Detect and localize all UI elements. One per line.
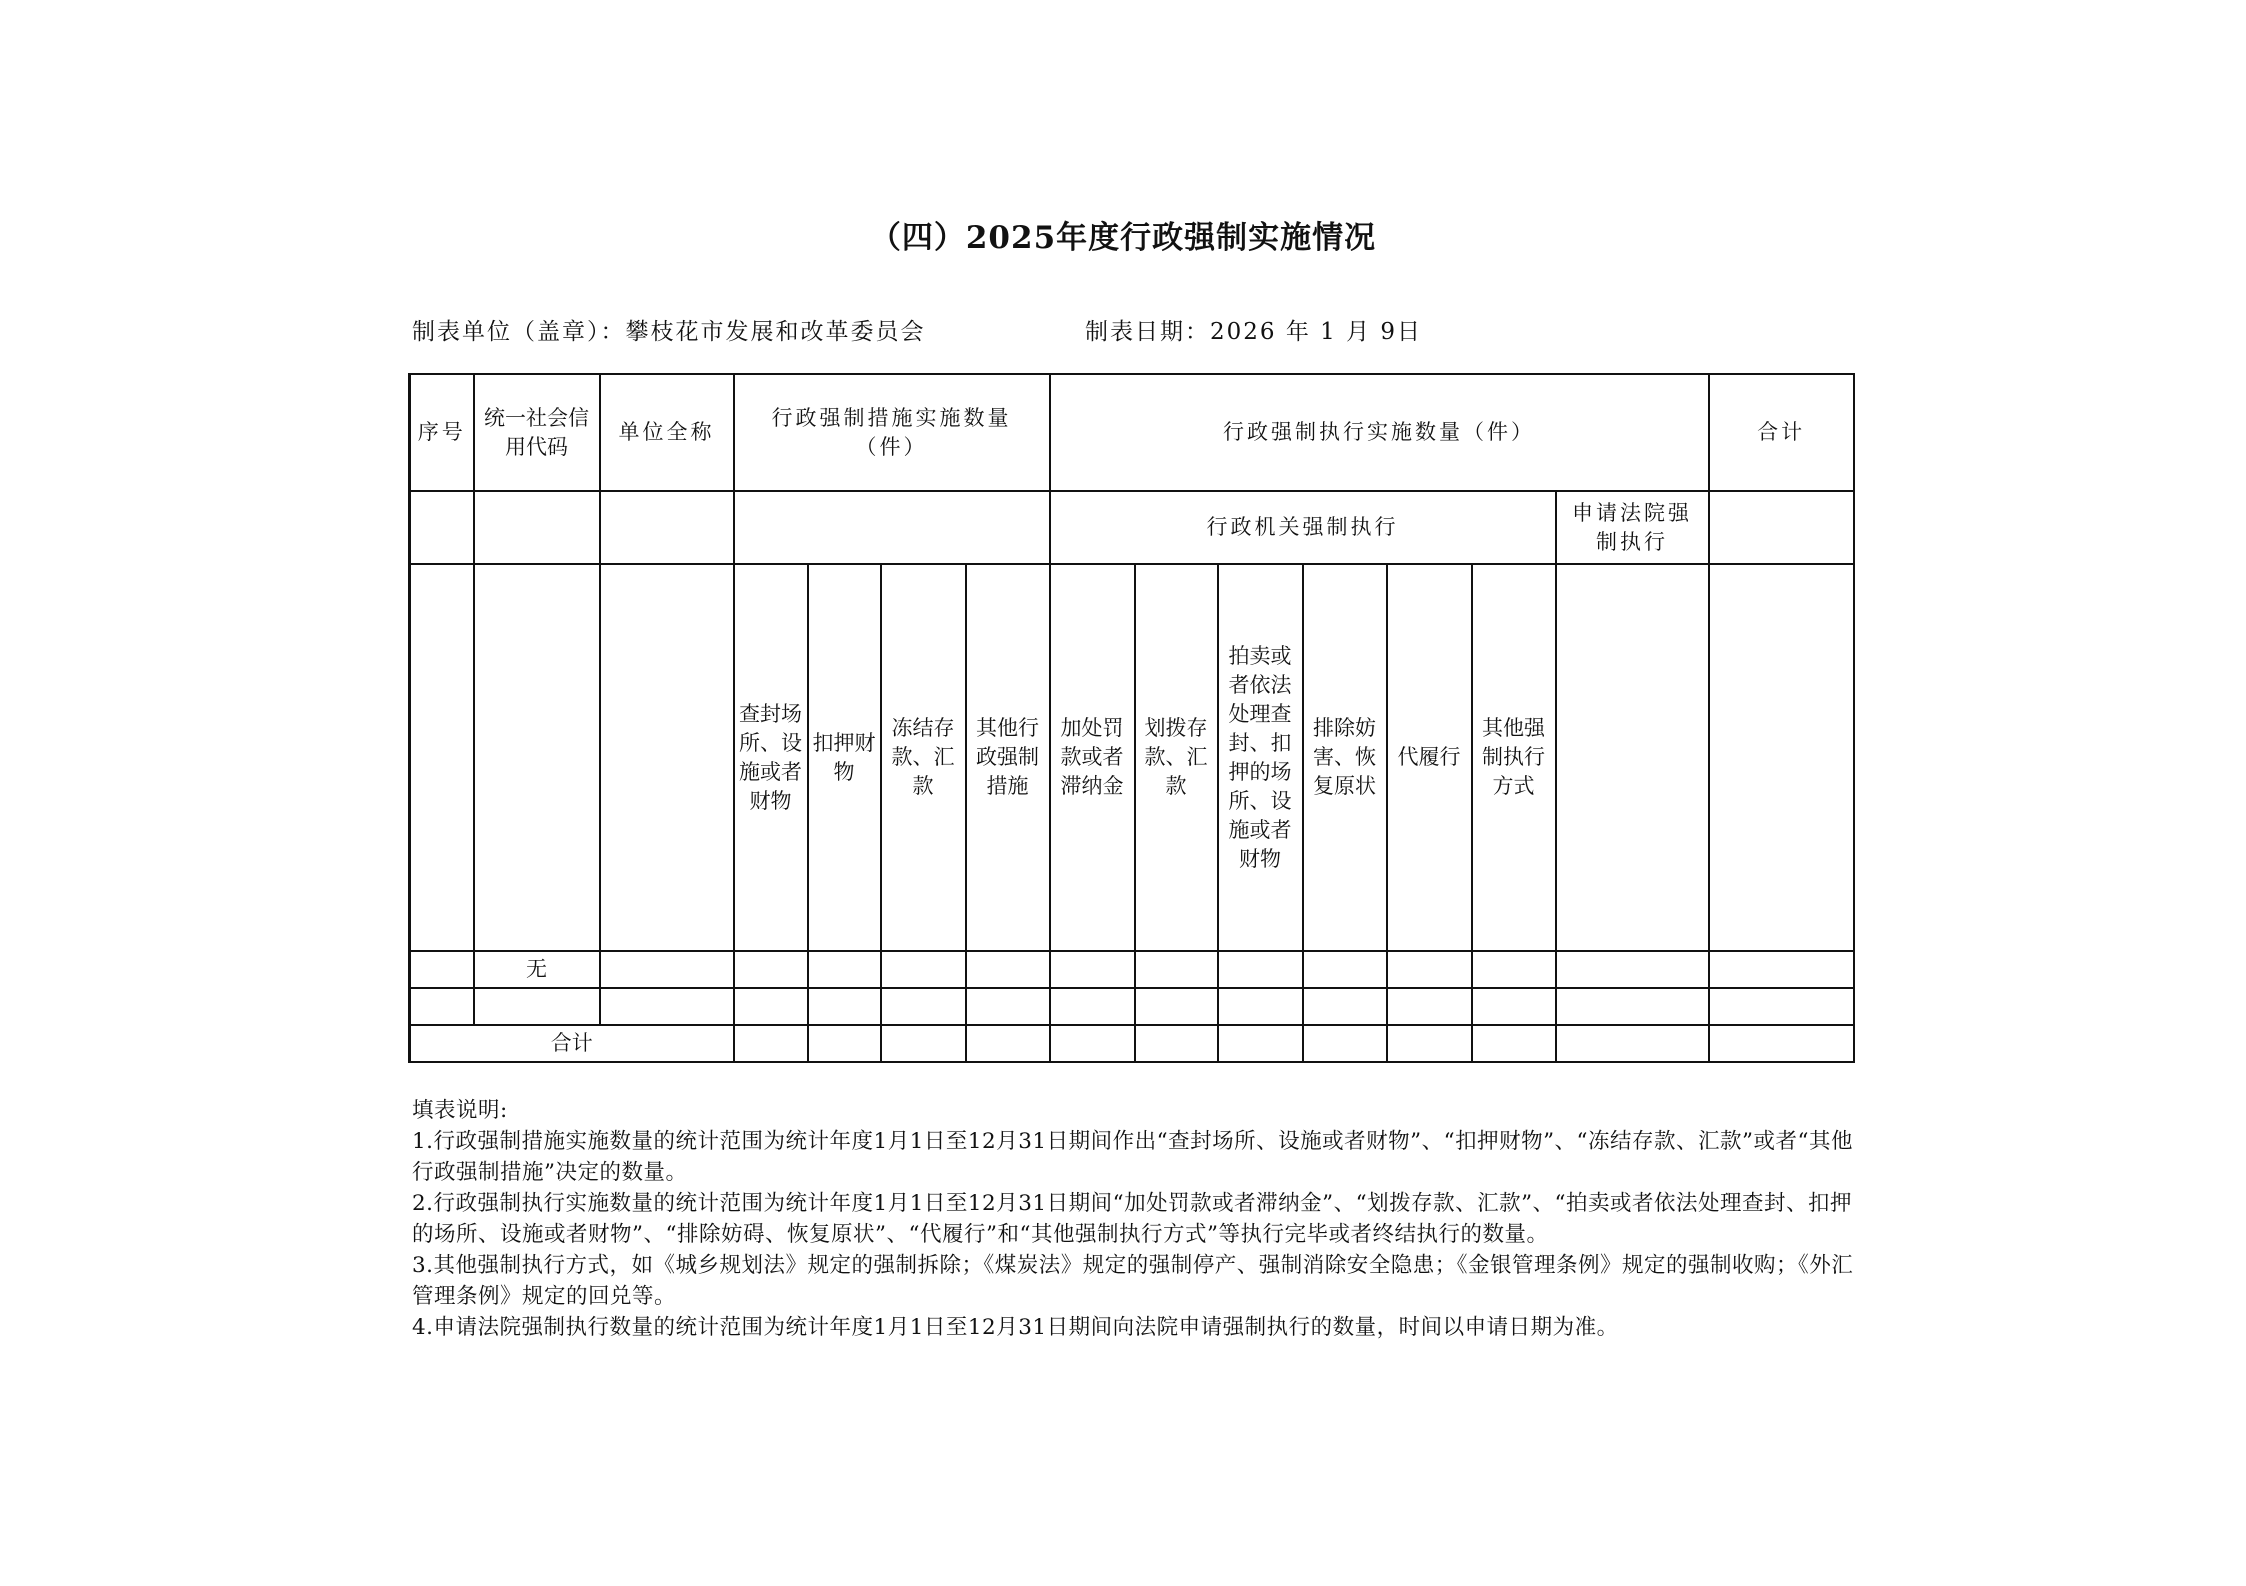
cell	[1303, 988, 1387, 1025]
cell	[600, 951, 734, 988]
blank-cell	[410, 564, 474, 951]
cell	[1135, 1025, 1218, 1062]
note-4: 4.申请法院强制执行数量的统计范围为统计年度1月1日至12月31日期间向法院申请强制执行的数量，时间以申请日期为准。	[412, 1315, 1619, 1340]
cell	[1135, 988, 1218, 1025]
header-measures: 行政强制措施实施数量（件）	[734, 374, 1050, 491]
cell	[1556, 1025, 1709, 1062]
blank-cell	[474, 564, 600, 951]
header-credit-code: 统一社会信用代码	[474, 374, 600, 491]
note-1: 1.行政强制措施实施数量的统计范围为统计年度1月1日至12月31日期间作出“查封场所、设施或者财物”、“扣押财物”、“冻结存款、汇款”或者“其他行政强制措施”决定的数量。	[412, 1129, 1854, 1185]
cell	[808, 988, 881, 1025]
cell	[410, 988, 474, 1025]
cell	[734, 1025, 808, 1062]
header-unit-name: 单位全称	[600, 374, 734, 491]
cell	[1556, 951, 1709, 988]
note-3: 3.其他强制执行方式，如《城乡规划法》规定的强制拆除；《煤炭法》规定的强制停产、强制消除安全隐患；《金银管理条例》规定的强制收购；《外汇管理条例》规定的回兑等。	[412, 1253, 1854, 1309]
header-admin-execution: 行政机关强制执行	[1050, 491, 1556, 564]
col-other-measures: 其他行政强制措施	[966, 564, 1050, 951]
cell	[808, 951, 881, 988]
cell-credit-code: 无	[474, 951, 600, 988]
header-execution: 行政强制执行实施数量（件）	[1050, 374, 1709, 491]
header-court-execution: 申请法院强制执行	[1556, 491, 1709, 564]
cell	[1387, 1025, 1472, 1062]
cell	[1303, 951, 1387, 988]
cell	[1472, 988, 1556, 1025]
blank-cell	[410, 491, 474, 564]
header-row-1	[410, 374, 1854, 491]
notes-heading: 填表说明:	[412, 1098, 508, 1123]
blank-cell	[474, 491, 600, 564]
cell	[1709, 951, 1854, 988]
cell	[1050, 988, 1135, 1025]
prepared-date: 制表日期：2026 年 1 月 9日	[1085, 319, 1423, 345]
cell	[600, 988, 734, 1025]
cell	[410, 951, 474, 988]
total-label: 合计	[410, 1025, 734, 1062]
cell	[808, 1025, 881, 1062]
header-row-3	[410, 564, 1854, 951]
col-remove: 排除妨害、恢复原状	[1303, 564, 1387, 951]
cell	[1709, 988, 1854, 1025]
table-row	[410, 988, 1854, 1025]
blank-cell	[1556, 564, 1709, 951]
cell	[966, 1025, 1050, 1062]
col-substitute: 代履行	[1387, 564, 1472, 951]
cell	[1050, 1025, 1135, 1062]
header-row-2	[410, 491, 1854, 564]
cell	[881, 1025, 966, 1062]
filling-notes	[412, 1095, 1862, 1343]
cell	[474, 988, 600, 1025]
total-row	[410, 1025, 1854, 1062]
col-seize: 扣押财物	[808, 564, 881, 951]
cell	[881, 988, 966, 1025]
cell	[734, 988, 808, 1025]
cell	[1709, 1025, 1854, 1062]
note-2: 2.行政强制执行实施数量的统计范围为统计年度1月1日至12月31日期间“加处罚款或者滞纳金”、“划拨存款、汇款”、“拍卖或者依法处理查封、扣押的场所、设施或者财物”、“排除妨碍、恢复原状”、“代履行”和“其他强制执行方式”等执行完毕或者终结执行的数量。	[412, 1191, 1853, 1247]
prepared-by-unit: 制表单位（盖章）：攀枝花市发展和改革委员会	[412, 319, 926, 345]
blank-cell	[1709, 564, 1854, 951]
cell	[1472, 951, 1556, 988]
cell	[1218, 1025, 1303, 1062]
page-title: （四）2025年度行政强制实施情况	[869, 220, 1377, 256]
cell	[1135, 951, 1218, 988]
col-penalty: 加处罚款或者滞纳金	[1050, 564, 1135, 951]
header-seq: 序号	[410, 374, 474, 491]
cell	[1218, 988, 1303, 1025]
col-transfer: 划拨存款、汇款	[1135, 564, 1218, 951]
cell	[1556, 988, 1709, 1025]
header-total: 合计	[1709, 374, 1854, 491]
col-other-exec: 其他强制执行方式	[1472, 564, 1556, 951]
cell	[1303, 1025, 1387, 1062]
cell	[1387, 951, 1472, 988]
blank-cell	[1709, 491, 1854, 564]
cell	[734, 951, 808, 988]
cell	[1472, 1025, 1556, 1062]
col-seal: 查封场所、设施或者财物	[734, 564, 808, 951]
cell	[1387, 988, 1472, 1025]
blank-cell	[734, 491, 1050, 564]
blank-cell	[600, 564, 734, 951]
cell	[1050, 951, 1135, 988]
blank-cell	[600, 491, 734, 564]
cell	[966, 951, 1050, 988]
enforcement-table	[408, 373, 1855, 1063]
table-row	[410, 951, 1854, 988]
cell	[966, 988, 1050, 1025]
cell	[1218, 951, 1303, 988]
col-freeze: 冻结存款、汇款	[881, 564, 966, 951]
col-auction: 拍卖或者依法处理查封、扣押的场所、设施或者财物	[1218, 564, 1303, 951]
cell	[881, 951, 966, 988]
